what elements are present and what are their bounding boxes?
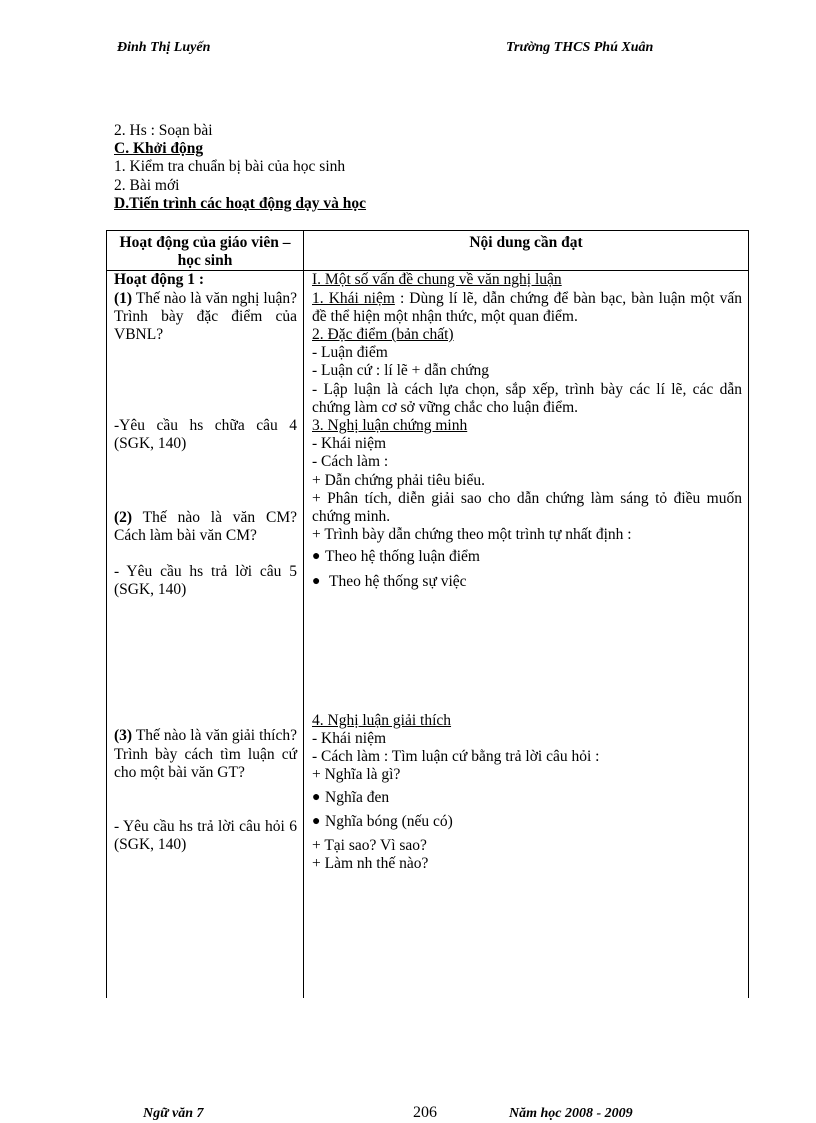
explain-method: - Cách làm : Tìm luận cứ bằng trả lời câu hỏi : <box>312 748 600 766</box>
bullet-text: Theo hệ thống sự việc <box>329 572 467 590</box>
intro-line-prep: 2. Hs : Soạn bài <box>114 122 213 139</box>
bullet-icon: ● <box>312 573 321 589</box>
concept-paragraph <box>312 290 742 326</box>
bullet-text: Nghĩa đen <box>325 788 390 806</box>
section-proof-title: 3. Nghị luận chứng minh <box>312 417 468 435</box>
features-label: 2. Đặc điểm (bản chất) <box>312 326 454 344</box>
request-1: -Yêu cầu hs chữa câu 4 (SGK, 140) <box>114 417 297 453</box>
intro-line-check: 1. Kiểm tra chuẩn bị bài của học sinh <box>114 158 346 176</box>
bullet-icon: ● <box>312 549 321 565</box>
col-header-activities: Hoạt động của giáo viên – học sinh <box>107 231 304 271</box>
question-1 <box>114 290 297 345</box>
proof-method: - Cách làm : <box>312 453 389 471</box>
bullet-item <box>312 573 742 591</box>
question-2-number: (2) <box>114 508 133 526</box>
question-1-number: (1) <box>114 289 133 307</box>
bullet-icon: ● <box>312 813 321 829</box>
section-c-heading: C. Khởi động <box>114 140 204 158</box>
explain-concept: - Khái niệm <box>312 730 387 748</box>
footer-school-year: Năm học 2008 - 2009 <box>509 1106 633 1121</box>
feature-thesis: - Luận điểm <box>312 344 388 362</box>
question-2-text: Thế nào là văn CM? Cách làm bài văn CM? <box>114 508 297 544</box>
bullet-text: Theo hệ thống luận điểm <box>325 548 480 566</box>
explain-step-3: + Làm nh thế nào? <box>312 855 429 873</box>
feature-argument: - Luận cứ : lí lẽ + dẫn chứng <box>312 362 490 380</box>
bullet-item <box>312 813 742 831</box>
bullet-text: Nghĩa bóng (nếu có) <box>325 812 453 830</box>
activities-cell <box>107 271 304 999</box>
request-2: - Yêu cầu hs trả lời câu 5 (SGK, 140) <box>114 563 297 599</box>
section-explain-title: 4. Nghị luận giải thích <box>312 711 452 729</box>
content-cell <box>304 271 749 999</box>
lesson-table <box>106 230 749 998</box>
question-3 <box>114 727 297 782</box>
bullet-item <box>312 548 742 566</box>
header-teacher-name: Đinh Thị Luyến <box>117 40 211 55</box>
proof-step-1: + Dẫn chứng phải tiêu biểu. <box>312 471 485 489</box>
header-school-name: Trường THCS Phú Xuân <box>506 40 654 55</box>
question-3-number: (3) <box>114 727 133 745</box>
explain-step-2: + Tại sao? Vì sao? <box>312 837 427 855</box>
col-header-content: Nội dung cần đạt <box>304 231 749 271</box>
explain-step-1: + Nghĩa là gì? <box>312 766 401 784</box>
activity-title: Hoạt động 1 : <box>114 271 204 289</box>
footer-page-number: 206 <box>413 1104 437 1121</box>
request-3: - Yêu cầu hs trả lời câu hỏi 6 (SGK, 140) <box>114 818 297 854</box>
intro-block <box>114 122 366 213</box>
intro-line-new-lesson: 2. Bài mới <box>114 176 180 194</box>
concept-label: 1. Khái niệm <box>312 289 395 307</box>
question-1-text: Thế nào là văn nghị luận? Trình bày đặc điểm của VBNL? <box>114 289 297 344</box>
bullet-item <box>312 789 742 807</box>
section-1-title: I. Một số vấn đề chung về văn nghị luận <box>312 271 562 289</box>
concept-text: : Dùng lí lẽ, dẫn chứng để bàn bạc, bàn luận một vấn đề thể hiện một nhận thức, một quan điểm. <box>312 289 742 325</box>
bullet-icon: ● <box>312 789 321 805</box>
proof-step-3: + Trình bày dẫn chứng theo một trình tự nhất định : <box>312 526 632 544</box>
footer-subject: Ngữ văn 7 <box>143 1106 204 1121</box>
proof-step-2: + Phân tích, diễn giải sao cho dẫn chứng làm sáng tỏ điều muốn chứng minh. <box>312 489 742 526</box>
question-2 <box>114 509 297 545</box>
feature-reasoning: - Lập luận là cách lựa chọn, sắp xếp, trình bày các lí lẽ, các dẫn chứng làm cơ sở vững chắc cho luận điểm. <box>312 380 742 416</box>
section-d-heading: D.Tiến trình các hoạt động dạy và học <box>114 194 367 212</box>
question-3-text: Thế nào là văn giải thích? Trình bày cách tìm luận cứ cho một bài văn GT? <box>114 727 297 781</box>
proof-concept: - Khái niệm <box>312 435 387 453</box>
